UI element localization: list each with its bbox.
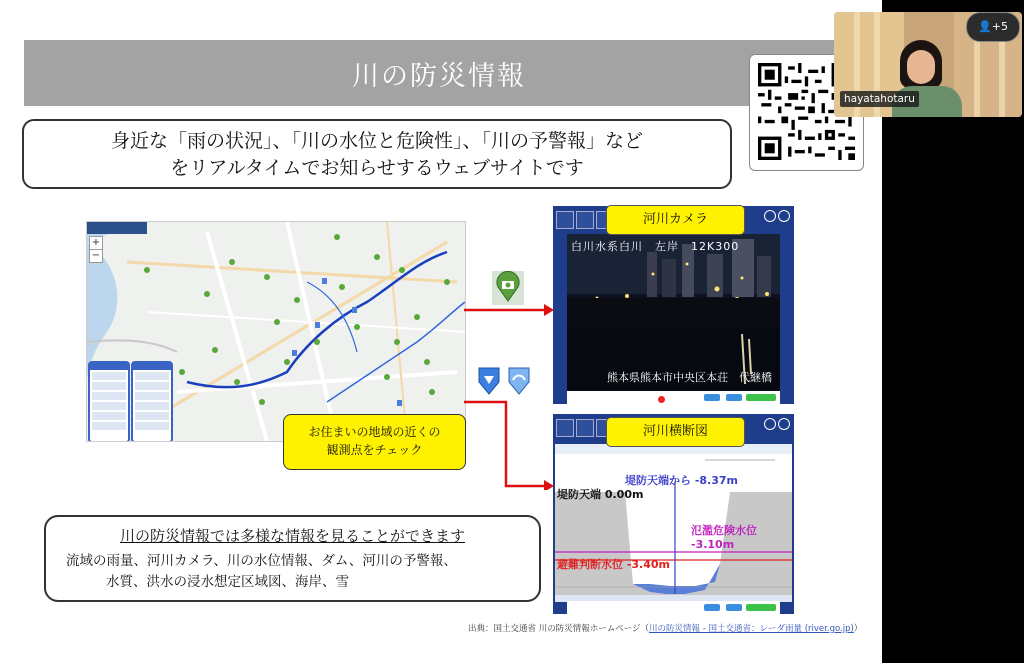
refresh-icon[interactable] (764, 210, 776, 222)
slide-title: 川の防災情報 (352, 61, 526, 92)
share-button-2[interactable] (704, 604, 720, 611)
cross-section-view (555, 444, 792, 602)
map-legend-left[interactable] (88, 361, 130, 442)
source-link[interactable]: 川の防災情報 - 国土交通省：レーダ雨量 (river.go.jp) (649, 624, 854, 634)
close-icon-2[interactable] (778, 418, 790, 430)
summary-heading: 川の防災情報では多様な情報を見ることができます (119, 527, 465, 545)
title-bar (24, 40, 854, 106)
night-city-image (567, 234, 780, 391)
levee-crown-label: 堤防天端 0.00m (557, 488, 644, 501)
source-suffix: ） (853, 624, 863, 634)
river-camera-panel[interactable] (553, 206, 794, 404)
observation-callout (283, 414, 466, 470)
summary-line-2: 水質、洪水の浸水想定区域図、海岸、雪 (106, 574, 349, 590)
callout-line-1: お住まいの地域の近くの (308, 425, 441, 439)
share-button[interactable] (704, 394, 720, 401)
map-header (87, 222, 147, 234)
participants-count: +5 (991, 20, 1008, 33)
camera-caption-bottom: 熊本県熊本市中央区本荘 代継橋 (607, 371, 772, 384)
source-prefix: 出典：国土交通省 川の防災情報ホームページ（ (468, 624, 650, 634)
record-indicator (658, 396, 665, 403)
map-legend-right[interactable] (131, 361, 173, 442)
river-map[interactable] (86, 221, 466, 442)
intro-line-2: をリアルタイムでお知らせするウェブサイトです (170, 157, 584, 179)
evacuation-level-label: 避難判断水位 -3.40m (557, 558, 670, 571)
summary-line-1: 流域の雨量、河川カメラ、川の水位情報、ダム、河川の予警報、 (66, 553, 457, 569)
red-arrows (464, 300, 556, 490)
people-icon: 👤 (978, 20, 992, 33)
intro-line-1: 身近な「雨の状況」、「川の水位と危険性」、「川の予警報」など (110, 130, 643, 152)
zoom-out-button[interactable]: − (89, 249, 103, 263)
refresh-icon-2[interactable] (764, 418, 776, 430)
tweet-button[interactable] (726, 394, 742, 401)
cross-section-label: 河川横断図 (606, 417, 745, 447)
levee-offset-label: 堤防天端から -8.37m (625, 474, 738, 487)
line-button-2[interactable] (746, 604, 776, 611)
flood-danger-label: 氾濫危険水位 -3.10m (691, 524, 757, 551)
info-summary-box (44, 515, 541, 602)
camera-view (567, 234, 780, 391)
intro-box (22, 119, 732, 189)
participant-name: hayatahotaru (840, 91, 919, 107)
close-icon[interactable] (778, 210, 790, 222)
line-button[interactable] (746, 394, 776, 401)
panel-footer (567, 391, 780, 404)
zoom-in-button[interactable]: + (89, 236, 103, 250)
callout-line-2: 観測点をチェック (326, 443, 423, 457)
camera-caption-top: 白川水系白川 左岸 12K300 (571, 240, 740, 253)
panel-footer-2 (567, 601, 780, 614)
source-citation (468, 622, 862, 634)
tweet-button-2[interactable] (726, 604, 742, 611)
participants-button[interactable] (966, 12, 1020, 42)
river-camera-label: 河川カメラ (606, 205, 745, 235)
